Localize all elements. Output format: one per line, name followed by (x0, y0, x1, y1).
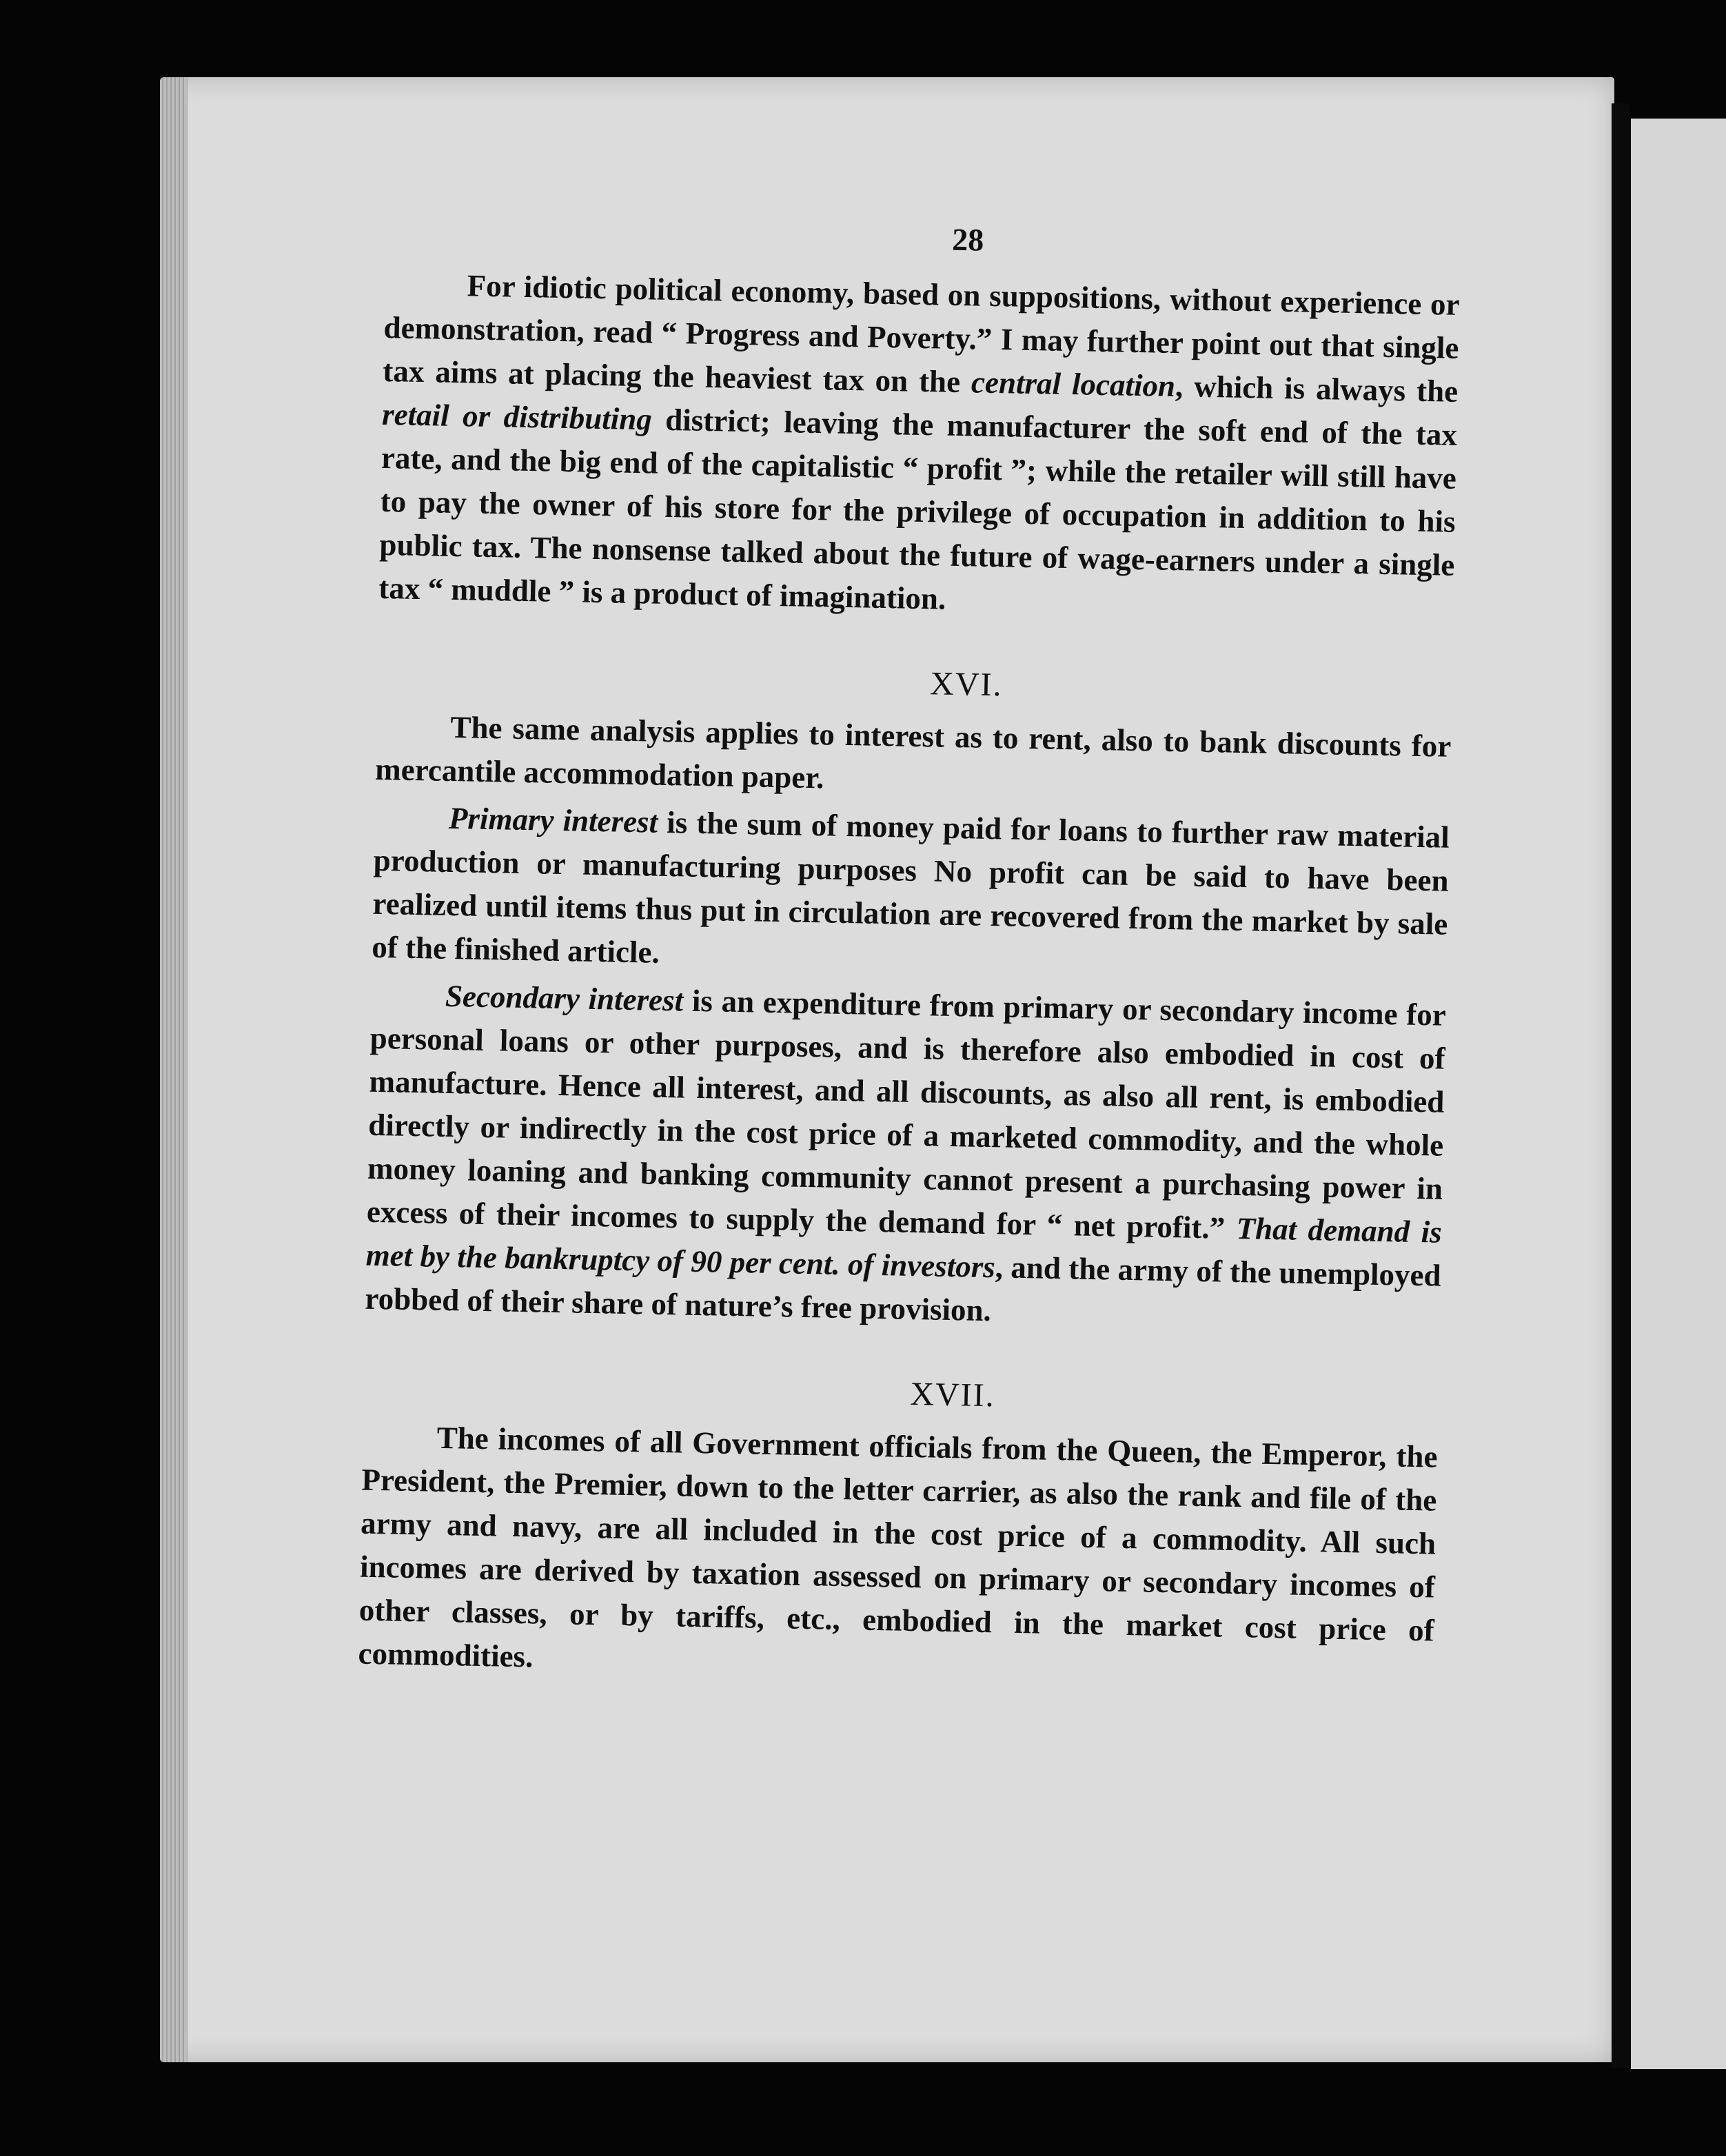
paragraph-text: is the sum of money paid for loans to further raw material production or manufacturing purposes No profit can be said to have been realized until items thus put in circulation are recovered from the market by sale of the finished article. (371, 804, 1450, 970)
page-edges (160, 77, 187, 2062)
paragraph-text: is an expenditure from primary or secondary income for personal loans or other purposes, and is therefore also embodied in cost of manufacture. Hence all interest, and all discounts, as also all rent, is embodied directly or indirectly in the cost price of a marketed commodity, and the whole money loaning and banking community cannot present a purchasing power in excess of their incomes to supply the demand for “ net profit.” (366, 983, 1447, 1245)
paragraph-single-tax (378, 263, 1460, 631)
italic-phrase: Secondary interest (445, 978, 684, 1018)
paragraph-interest-analysis: The same analysis applies to interest as to rent, also to bank discounts for mercantile accommodation paper. (374, 709, 1452, 795)
paragraph-text: district; leaving the manufacturer the soft end of the tax rate, and the big end of the capitalistic “ profit ”; while the retailer will still have to pay the owner of his store for the privilege of occupation in addition to his public tax. The nonsense talked about the future of wage-earners under a single tax “ muddle ” is a product of imagination. (378, 402, 1458, 616)
paragraph-text: For idiotic political economy, based on suppositions, without experience or demonstration, read “ Progress and Poverty.” I may further point out that single tax aims at placing the heaviest tax on the (382, 268, 1461, 400)
paragraph-text: , which is always the (1175, 369, 1459, 409)
paragraph-primary-interest (372, 795, 1450, 990)
section-heading-xvi: XVI. (929, 665, 1004, 704)
facing-page-edge (1631, 119, 1726, 2069)
italic-phrase: central location (971, 365, 1176, 404)
italic-phrase: That demand is met by the bankruptcy of 90 per cent. of investors (365, 1210, 1443, 1285)
section-heading-xvii: XVII. (909, 1375, 996, 1414)
paragraph-secondary-interest (365, 973, 1446, 1341)
page-number: 28 (951, 221, 984, 258)
paragraph-government-incomes: The incomes of all Government officials from the Queen, the Emperor, the President, the Premier, down to the letter carrier, as also the rank and file of the army and navy, are all included in the cost price of a commodity. All such incomes are derived by taxation assessed on primary or secondary incomes of other classes, or by tariffs, etc., embodied in the market cost price of commodities. (358, 1420, 1438, 1674)
italic-phrase: retail or distributing (381, 396, 653, 437)
italic-phrase: Primary interest (448, 800, 658, 840)
book-gutter (1612, 103, 1629, 2068)
paragraph-text: , and the army of the unemployed robbed of their share of nature’s free provision. (365, 1250, 1441, 1328)
page-text-block (358, 207, 1461, 1700)
